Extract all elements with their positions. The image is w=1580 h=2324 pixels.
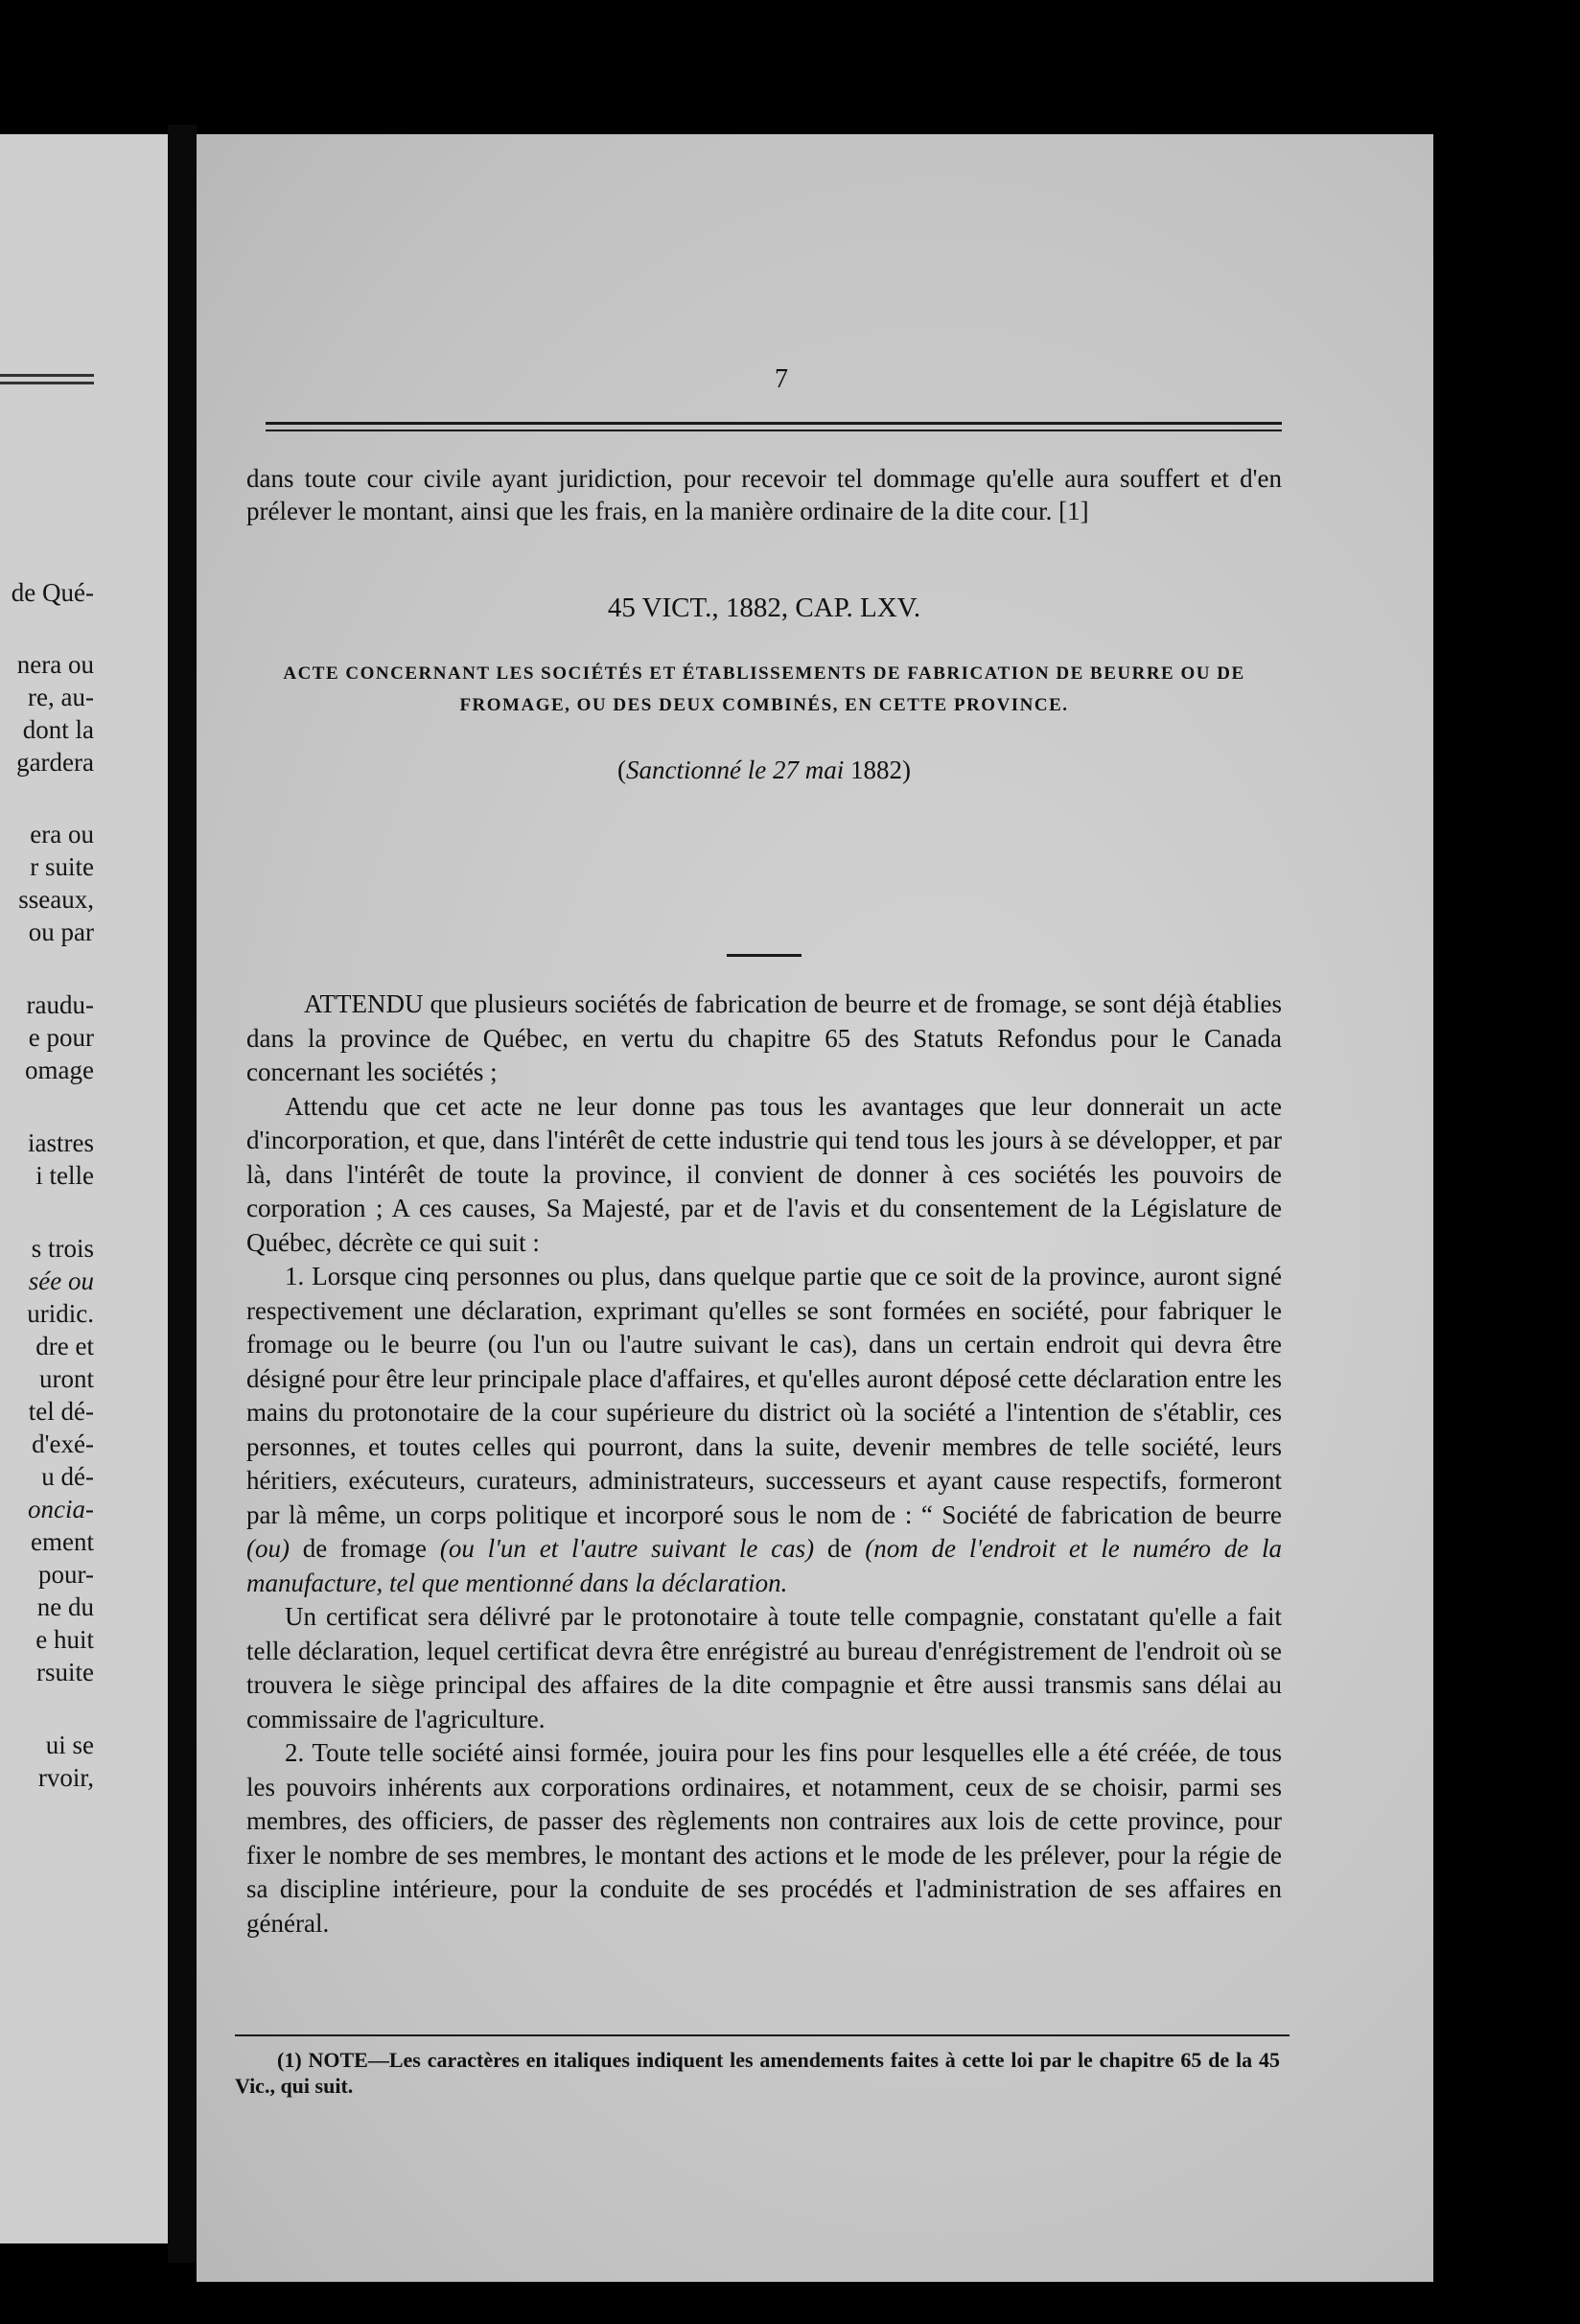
facing-page-line: omage xyxy=(25,1056,94,1084)
facing-page-line: ne du xyxy=(36,1592,94,1621)
facing-page-line: de Qué- xyxy=(11,578,94,607)
header-rule xyxy=(266,430,1282,431)
facing-page-line: ou par xyxy=(28,918,94,946)
facing-page-line: re, au- xyxy=(28,683,94,711)
footnote-rule xyxy=(235,2034,1290,2036)
section-1 xyxy=(246,1260,1282,1600)
section-1-de: de xyxy=(826,1534,852,1563)
facing-page-line: ui se xyxy=(45,1731,94,1759)
section-2: 2. Toute telle société ainsi formée, jouira pour les fins pour lesquelles elle a été créée, de tous les pouvoirs inhérents aux corporations ordinaires, et notamment, ceux de se choisir, parmi ses membres, des officiers, de passer des règlements non contraires aux lois de cette province, pour fixer le nombre de ses membres, le montant des actions et le mode de les prélever, pour la régie de sa discipline intérieure, pour la conduite de ses procédés et l'administration de ses affaires en général. xyxy=(246,1738,1282,1938)
section-1-italic-2: (nom de l'endroit et le numéro de la manufacture, tel que mentionné dans la déclaration. xyxy=(246,1534,1283,1597)
facing-page-line: d'exé- xyxy=(32,1429,94,1458)
footnote-text: (1) NOTE—Les caractères en italiques indiquent les amendements faites à cette loi par le chapitre 65 de la 45 Vic., qui suit. xyxy=(235,2048,1280,2098)
act-body xyxy=(246,988,1282,1941)
intro-text: dans toute cour civile ayant juridiction, pour recevoir tel dommage qu'elle aura souffert et d'en prélever le montant, ainsi que les frais, en la manière ordinaire de la dite cour. [1] xyxy=(246,464,1282,525)
section-1-mid: de fromage xyxy=(302,1534,428,1563)
section-1-text: 1. Lorsque cinq personnes ou plus, dans quelque partie que ce soit de la province, auront signé respectivement une déclaration, exprimant qu'elles se sont formées en société, pour fabriquer le fromage ou le beurre (ou l'un ou l'autre suivant le cas), dans un certain endroit qui devra être désigné pour être leur principale place d'affaires, et qu'elles auront déposé cette déclaration entre les mains du protonotaire de la cour supérieure du district où la société a l'intention de s'établir, ces personnes, et toutes celles qui pourront, dans la suite, devenir membres de telle société, leurs héritiers, exécuteurs, curateurs, administrateurs, successeurs et ayant cause respectifs, formeront par là même, un corps politique et incorporé sous le nom de : “ Société de fabrication de beurre xyxy=(246,1262,1282,1529)
facing-page-line: rsuite xyxy=(36,1658,94,1686)
facing-page-line: e pour xyxy=(28,1023,94,1052)
facing-page-rule xyxy=(0,382,94,384)
facing-page-line: gardera xyxy=(16,748,94,777)
facing-page-line: oncia- xyxy=(28,1495,94,1523)
preamble-1: ATTENDU que plusieurs sociétés de fabrication de beurre et de fromage, se sont déjà établies dans la province de Québec, en vertu du chapitre 65 des Statuts Refondus pour le Canada concernant les sociétés ; xyxy=(246,989,1282,1086)
facing-page-fragment xyxy=(0,134,168,2243)
sanction-date: 27 mai xyxy=(772,755,845,784)
facing-page-line: uridic. xyxy=(27,1299,94,1328)
facing-page-line: era ou xyxy=(30,820,94,848)
facing-page-line: dre et xyxy=(35,1332,94,1360)
intro-paragraph xyxy=(246,462,1282,527)
facing-page-line: pour- xyxy=(38,1560,94,1589)
act-heading: 45 VICT., 1882, CAP. LXV. xyxy=(607,593,921,623)
facing-page-line: iastres xyxy=(28,1128,94,1157)
facing-page-line: e huit xyxy=(35,1625,94,1654)
facing-page-line: ement xyxy=(31,1527,94,1556)
sanction-label: Sanctionné le xyxy=(626,755,767,784)
book-gutter xyxy=(168,125,197,2263)
facing-page-line: r suite xyxy=(30,852,94,881)
facing-page-rule xyxy=(0,374,94,377)
sanction-line: (Sanctionné le 27 mai 1882) xyxy=(617,755,911,784)
facing-page-line: uront xyxy=(39,1364,94,1393)
facing-page-line: dont la xyxy=(22,715,94,744)
footnote xyxy=(235,2047,1280,2099)
act-title: ACTE CONCERNANT LES SOCIÉTÉS ET ÉTABLISSEMENTS DE FABRICATION DE BEURRE OU DE FROMAGE, OU DES DEUX COMBINÉS, EN CETTE PROVINCE. xyxy=(283,663,1245,715)
facing-page-line: raudu- xyxy=(26,990,94,1019)
facing-page-line: s trois xyxy=(31,1234,94,1263)
facing-page-line: i telle xyxy=(35,1161,94,1190)
certificate-paragraph: Un certificat sera délivré par le protonotaire à toute telle compagnie, constatant qu'elle a fait telle déclaration, lequel certificat devra être enrégistré au bureau d'enrégistrement de l'endroit où se trouvera le siège principal des affaires de la dite compagnie et être aussi transmis sans délai au commissaire de l'agriculture. xyxy=(246,1602,1282,1733)
section-divider xyxy=(727,954,802,957)
section-1-ou: (ou) xyxy=(246,1534,290,1563)
sanction-year: 1882 xyxy=(849,755,902,784)
page-number: 7 xyxy=(775,364,788,394)
preamble-2: Attendu que cet acte ne leur donne pas tous les avantages que leur donnerait un acte d'incorporation, et que, dans l'intérêt de cette industrie qui tend tous les jours à se développer, et par là, dans l'intérêt de toute la province, il convient de donner à ces sociétés les pouvoirs de corporation ; A ces causes, Sa Majesté, par et de l'avis et du consentement de la Législature de Québec, décrète ce qui suit : xyxy=(246,1091,1282,1257)
header-rule xyxy=(266,422,1282,425)
facing-page-line: tel dé- xyxy=(28,1397,94,1426)
facing-page-line: rvoir, xyxy=(37,1763,94,1792)
facing-page-line: sée ou xyxy=(28,1267,94,1295)
section-1-italic: (ou l'un et l'autre suivant le cas) xyxy=(439,1534,815,1563)
document-page xyxy=(197,134,1433,2282)
facing-page-line: u dé- xyxy=(41,1462,94,1491)
facing-page-line: nera ou xyxy=(16,650,94,679)
facing-page-line: sseaux, xyxy=(18,885,94,914)
